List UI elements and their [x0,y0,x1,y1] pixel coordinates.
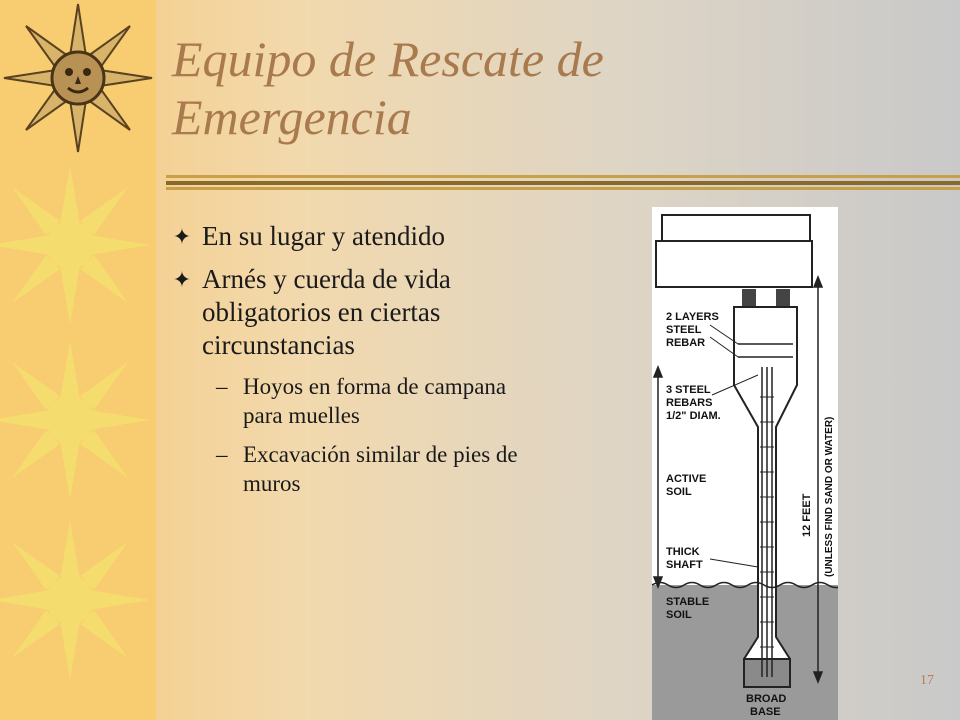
pier-diagram [652,207,838,720]
decorative-sidebar [0,0,156,720]
sun-face-icon [4,4,152,152]
label-rebar: REBAR [666,337,706,349]
label-unless: (UNLESS FIND SAND OR WATER) [824,416,835,577]
label-twelve-feet: 12 FEET [801,493,813,537]
dash-bullet: – [216,374,228,399]
sun-icon [0,165,150,325]
label-active: ACTIVE [666,473,707,485]
bullet-item [168,220,548,253]
sun-icon [0,340,150,500]
slab [656,215,812,287]
dash-bullet: – [216,442,228,467]
sun-icon [0,520,150,680]
bullet-list [168,220,548,508]
sub-bullet-text: Excavación similar de pies de muros [243,442,518,496]
star-bullet-icon: ✦ [172,267,192,292]
label-base: BASE [750,706,781,718]
page-number: 17 [920,673,934,688]
label-three-steel: 3 STEEL [666,384,711,396]
label-broad: BROAD [746,693,787,705]
bullet-text: En su lugar y atendido [202,221,445,251]
slide-title [172,30,932,146]
label-rebars: REBARS [666,397,713,409]
title-divider [166,172,960,194]
title-line-2: Emergencia [172,89,412,145]
pier-diagram-figure [652,207,838,720]
label-diam: 1/2" DIAM. [666,410,721,422]
label-layers: 2 LAYERS [666,311,719,323]
sub-bullet-text: Hoyos en forma de campana para muelles [243,374,507,428]
sun-decorations [0,0,156,720]
sub-bullet-item [168,372,548,430]
star-bullet-icon: ✦ [172,224,192,249]
label-shaft: SHAFT [666,559,703,571]
title-line-1: Equipo de Rescate de [172,31,604,87]
label-soil: SOIL [666,486,692,498]
bullet-text: Arnés y cuerda de vida obligatorios en ciertas circunstancias [202,264,451,360]
label-stable-soil: SOIL [666,609,692,621]
label-steel: STEEL [666,324,702,336]
sub-bullet-item [168,440,548,498]
label-stable: STABLE [666,596,710,608]
bullet-item [168,263,548,362]
label-thick: THICK [666,546,700,558]
